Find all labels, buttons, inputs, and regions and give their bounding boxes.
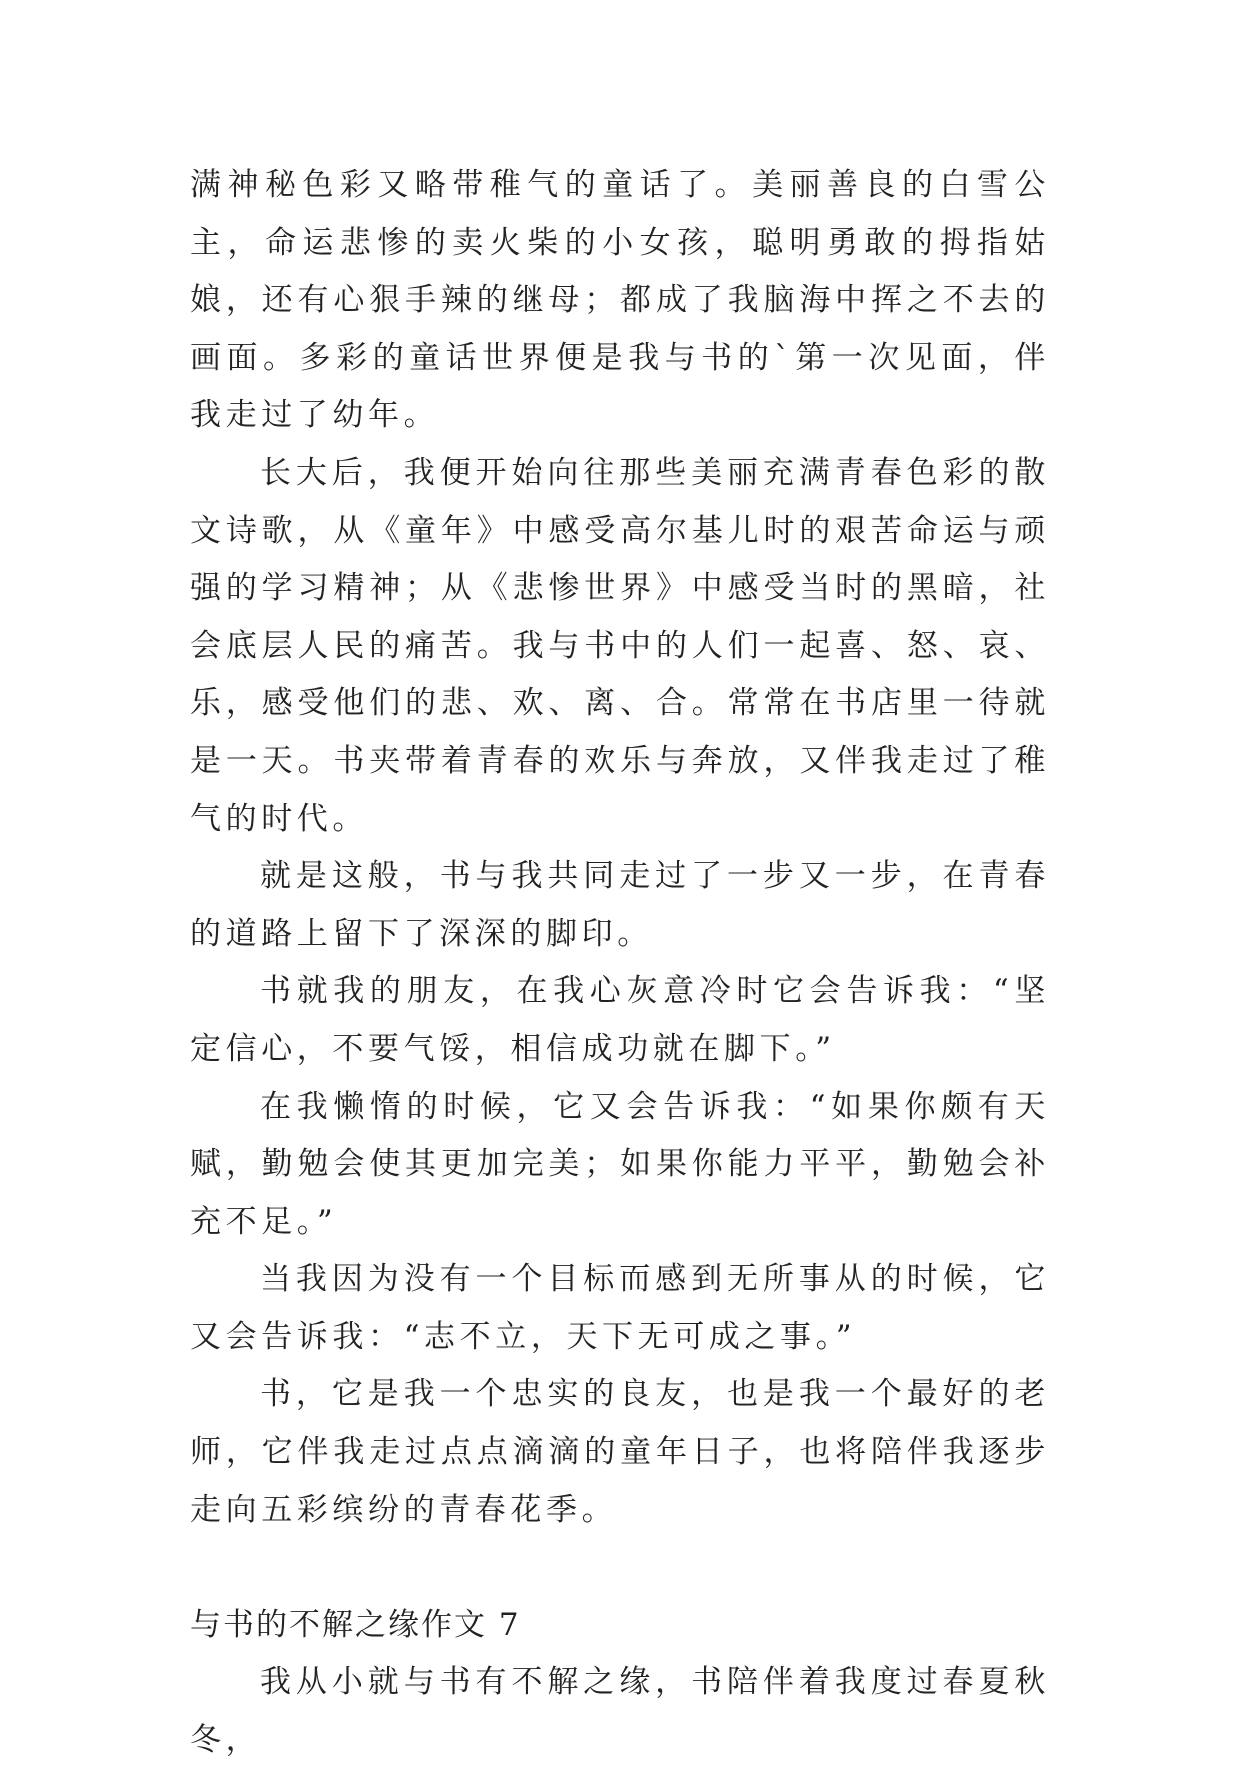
- document-body: [190, 157, 1050, 1770]
- paragraph-5: 在我懒惰的时候，它又会告诉我：“如果你颇有天赋，勤勉会使其更加完美；如果你能力平平，勤勉会补充不足。”: [190, 1088, 1050, 1240]
- paragraph-3: 就是这般，书与我共同走过了一步又一步，在青春的道路上留下了深深的脚印。: [190, 858, 1050, 952]
- section-spacer: [190, 1539, 1050, 1597]
- paragraph-7: 书，它是我一个忠实的良友，也是我一个最好的老师，它伴我走过点点滴滴的童年日子，也将陪伴我逐步走向五彩缤纷的青春花季。: [190, 1376, 1050, 1528]
- paragraph-4: 书就我的朋友，在我心灰意冷时它会告诉我：“坚定信心，不要气馁，相信成功就在脚下。”: [190, 973, 1050, 1067]
- paragraph-2: 长大后，我便开始向往那些美丽充满青春色彩的散文诗歌，从《童年》中感受高尔基儿时的艰苦命运与顽强的学习精神；从《悲惨世界》中感受当时的黑暗，社会底层人民的痛苦。我与书中的人们一起喜、怒、哀、乐，感受他们的悲、欢、离、合。常常在书店里一待就是一天。书夹带着青春的欢乐与奔放，又伴我走过了稚气的时代。: [190, 454, 1050, 837]
- paragraph-8: 我从小就与书有不解之缘，书陪伴着我度过春夏秋冬，: [190, 1664, 1050, 1759]
- paragraph-6: 当我因为没有一个目标而感到无所事从的时候，它又会告诉我：“志不立，天下无可成之事。”: [190, 1261, 1050, 1355]
- paragraph-1: 满神秘色彩又略带稚气的童话了。美丽善良的白雪公主，命运悲惨的卖火柴的小女孩，聪明勇敢的拇指姑娘，还有心狠手辣的继母；都成了我脑海中挥之不去的画面。多彩的童话世界便是我与书的`第一次见面，伴我走过了幼年。: [190, 167, 1050, 434]
- section-title: 与书的不解之缘作文 7: [190, 1606, 521, 1643]
